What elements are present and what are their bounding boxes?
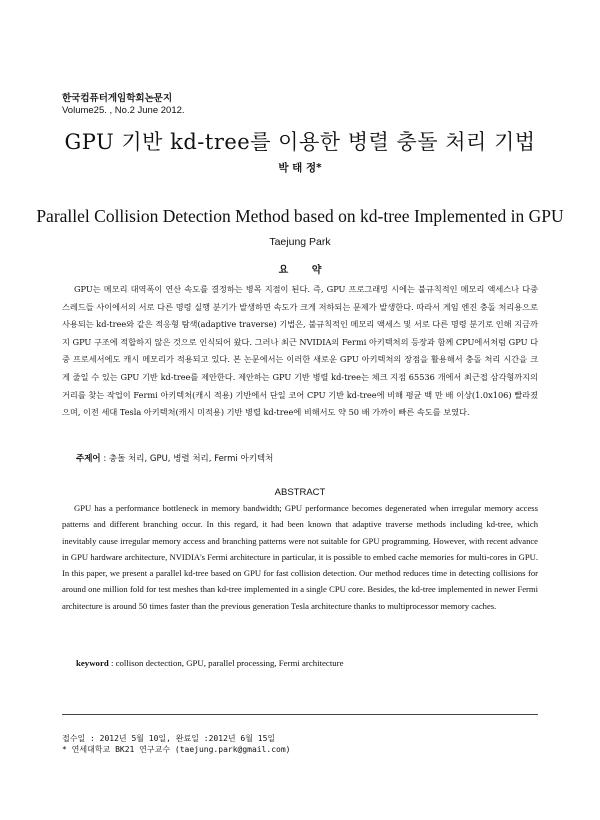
- footnote-affiliation: * 연세대학교 BK21 연구교수 (taejung.park@gmail.com): [62, 745, 291, 754]
- journal-header: [62, 93, 185, 117]
- abstract-english-heading: ABSTRACT: [274, 487, 326, 498]
- keywords-korean-text: : 충돌 처리, GPU, 병렬 처리, Fermi 아키텍처: [100, 454, 274, 464]
- paper-title-korean: GPU 기반 kd-tree를 이용한 병렬 충돌 처리 기법: [64, 130, 536, 154]
- keywords-korean: [76, 452, 273, 464]
- abstract-korean-body: GPU는 메모리 대역폭이 연산 속도를 결정하는 병목 지점이 된다. 즉, GPU 프로그래밍 시에는 불규칙적인 메모리 액세스나 다중 스레드들 사이에서의 서로 다른 명령 실행 분기가 발생하면 속도가 크게 저하되는 문제가 발생한다. 따라서 게임 엔진 충돌 처리용으로 사용되는 kd-tree와 같은 적응형 탐색(adaptive traverse) 기법은, 불규칙적인 메모리 액세스 및 서로 다른 명령 분기로 인해 지금까지 GPU 구조에 적합하지 않은 것으로 인식되어 왔다. 그러나 최근 NVIDIA의 Fermi 아키텍처의 등장과 함께 CPU에서처럼 GPU 다중 프로세서에도 캐시 메모리가 적용되고 있다. 본 논문에서는 이러한 새로운 GPU 아키텍처의 장점을 활용해서 충돌 처리 시간을 크게 줄일 수 있는 GPU 기반 kd-tree를 제안한다. 제안하는 GPU 기반 병렬 kd-tree는 체크 지점 65536 개에서 최근접 삼각형까지의 거리를 찾는 작업이 Fermi 아키텍처(캐시 적용) 기반에서 단일 코어 CPU 기반 kd-tree에 비해 평균 백 만 배 이상(1.0x106) 빨라졌으며, 이전 세대 Tesla 아키텍처(캐시 미적용) 기반 병렬 kd-tree에 비해서도 약 50 배 가까이 빠른 속도를 보였다.: [62, 284, 538, 418]
- keywords-english: [76, 658, 344, 668]
- keywords-english-text: : collison dectection, GPU, parallel processing, Fermi architecture: [108, 658, 344, 668]
- paper-title-english: Parallel Collision Detection Method based on kd-tree Implemented in GPU: [36, 206, 564, 226]
- abstract-english-body: GPU has a performance bottleneck in memory bandwidth; GPU performance becomes degenerated when irregular memory access patterns and different branching occur. In this regard, it had been known that adaptive traverse methods including kd-tree, which inevitably cause irregular memory access and branching patterns were not suitable for GPU programming. However, with recent advance in GPU hardware architecture, NVIDIA's Fermi architecture in particular, it is possible to embed cache memories for multi-cores in GPU. In this paper, we present a parallel kd-tree based on GPU for fast collision detection. Our method reduces time in detecting collisions for around one million fold for test meshes than kd-tree implemented in a single CPU core. Besides, the kd-tree implemented in newer Fermi architecture is around 50 times faster than the previous generation Tesla architecture thanks to multiprocessor memory caches.: [62, 503, 538, 611]
- journal-issue: Volume25. , No.2 June 2012.: [62, 105, 185, 116]
- footnote-dates: 접수일 : 2012년 5월 10일, 완료일 :2012년 6월 15일: [62, 734, 276, 743]
- footnote-divider: [62, 714, 538, 715]
- keywords-korean-label: 주제어: [76, 454, 101, 464]
- author-korean: 박 태 정*: [278, 162, 322, 174]
- journal-name: 한국컴퓨터게임학회논문지: [62, 93, 173, 104]
- abstract-korean-heading: 요 약: [278, 265, 332, 276]
- author-english: Taejung Park: [269, 236, 331, 248]
- keywords-english-label: keyword: [76, 658, 109, 668]
